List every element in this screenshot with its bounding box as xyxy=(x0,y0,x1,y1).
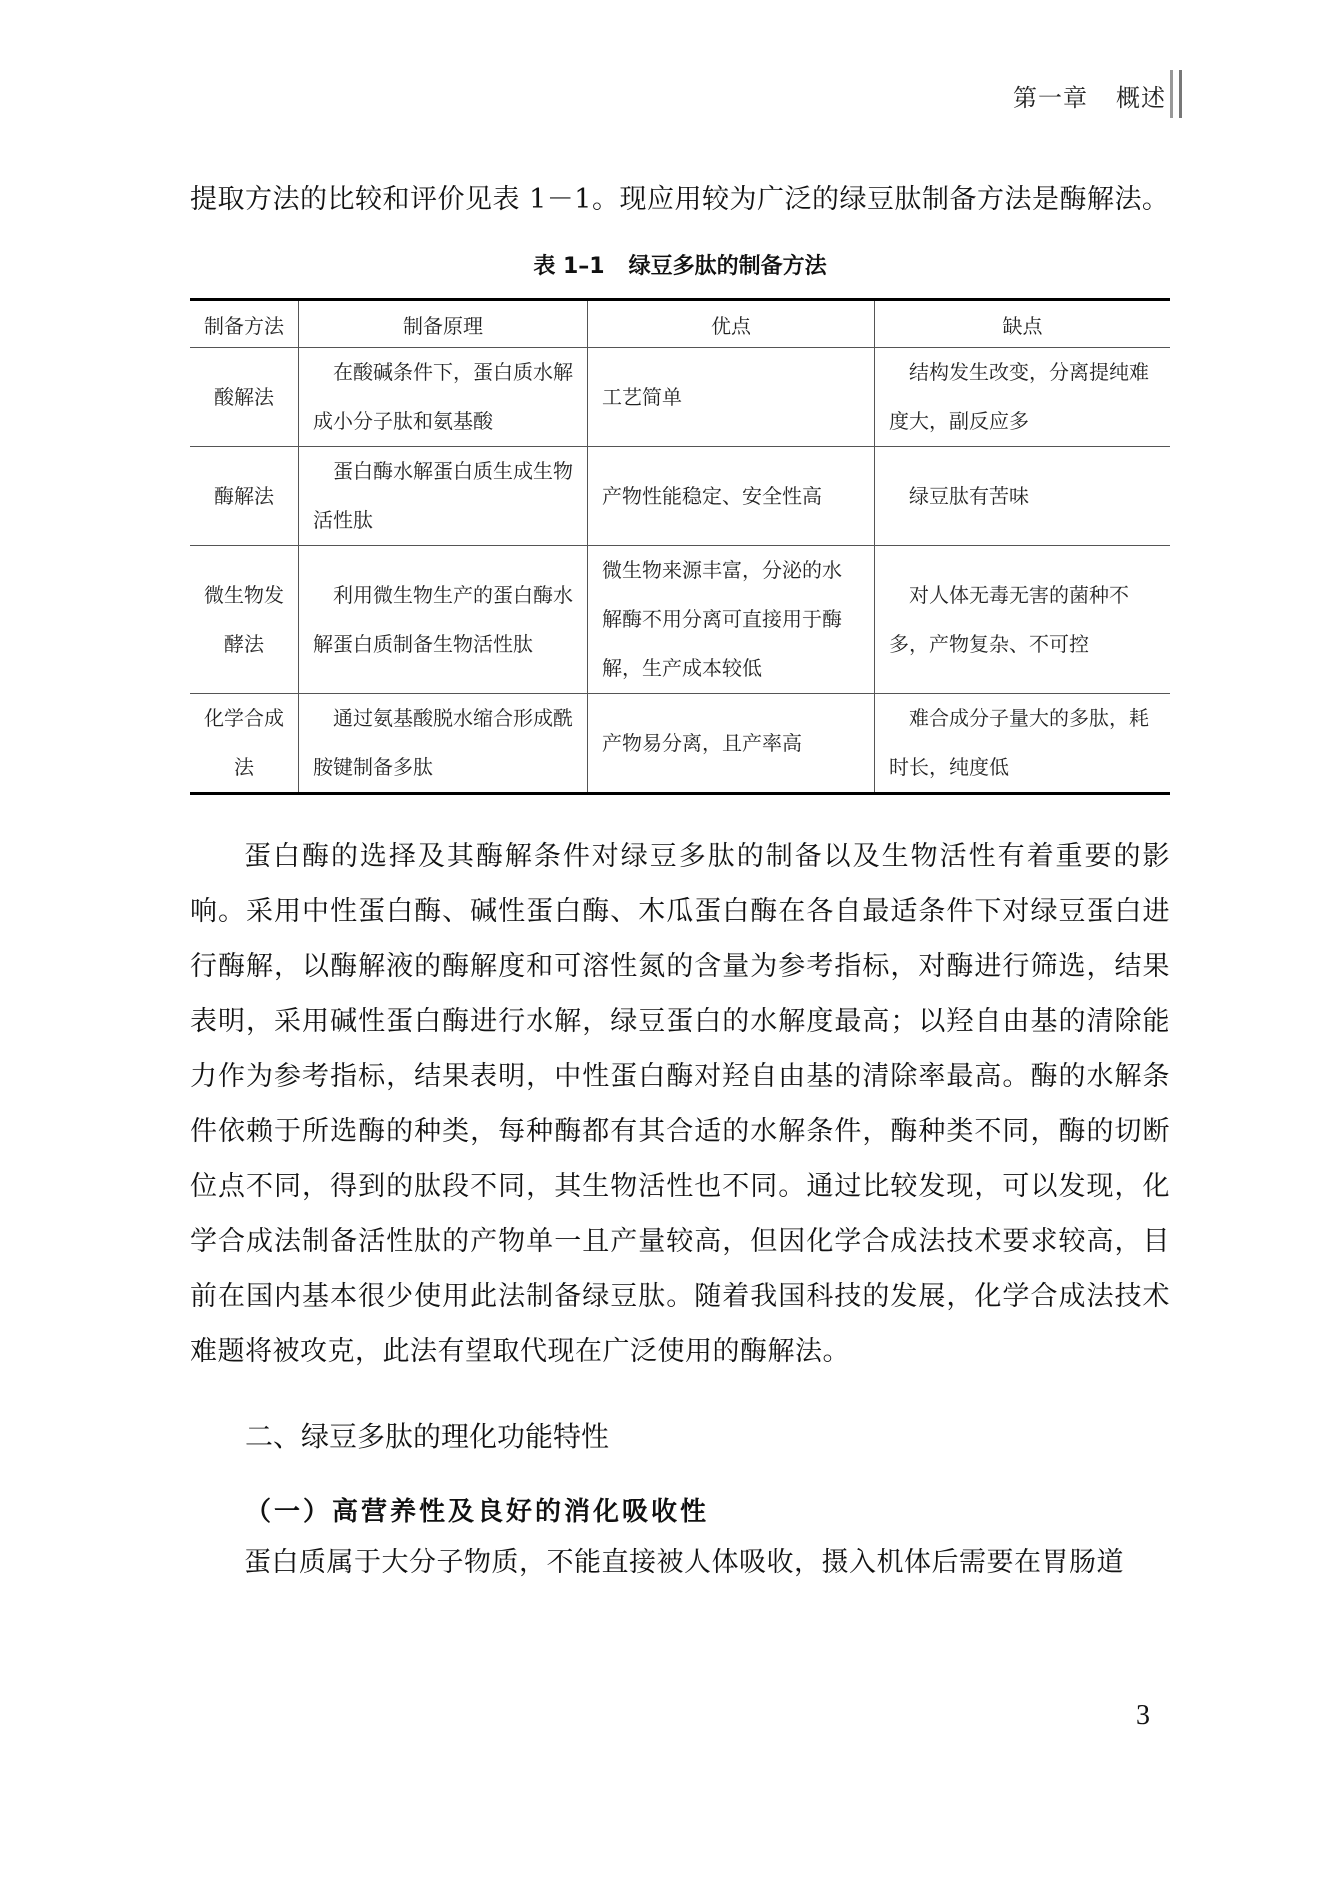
cell-principle: 利用微生物生产的蛋白酶水解蛋白质制备生物活性肽 xyxy=(299,546,588,694)
header-principle: 制备原理 xyxy=(299,300,588,348)
section-heading: 二、绿豆多肽的理化功能特性 xyxy=(245,1420,610,1453)
table-row xyxy=(190,694,1170,794)
enzyme-paragraph: 蛋白酶的选择及其酶解条件对绿豆多肽的制备以及生物活性有着重要的影响。采用中性蛋白酶、碱性蛋白酶、木瓜蛋白酶在各自最适条件下对绿豆蛋白进行酶解，以酶解液的酶解度和可溶性氮的含量为参考指标，对酶进行筛选，结果表明，采用碱性蛋白酶进行水解，绿豆蛋白的水解度最高；以羟自由基的清除能力作为参考指标，结果表明，中性蛋白酶对羟自由基的清除率最高。酶的水解条件依赖于所选酶的种类，每种酶都有其合适的水解条件，酶种类不同，酶的切断位点不同，得到的肽段不同，其生物活性也不同。通过比较发现，可以发现，化学合成法制备活性肽的产物单一且产量较高，但因化学合成法技术要求较高，目前在国内基本很少使用此法制备绿豆肽。随着我国科技的发展，化学合成法技术难题将被攻克，此法有望取代现在广泛使用的酶解法。 xyxy=(190,841,1170,1367)
cell-principle: 通过氨基酸脱水缩合形成酰胺键制备多肽 xyxy=(299,694,588,794)
preparation-methods-table xyxy=(190,298,1170,795)
header-method: 制备方法 xyxy=(190,300,299,348)
cell-principle: 在酸碱条件下，蛋白质水解成小分子肽和氨基酸 xyxy=(299,348,588,447)
cell-disadvantage: 绿豆肽有苦味 xyxy=(875,447,1171,546)
cell-advantage: 产物性能稳定、安全性高 xyxy=(588,447,875,546)
table-caption xyxy=(190,249,1170,280)
chapter-label: 第一章 xyxy=(1013,84,1088,112)
cell-method: 酶解法 xyxy=(190,447,299,546)
last-paragraph: 蛋白质属于大分子物质，不能直接被人体吸收，摄入机体后需要在胃肠道 xyxy=(244,1547,1124,1578)
table-header-row xyxy=(190,300,1170,348)
table-title: 绿豆多肽的制备方法 xyxy=(628,254,827,279)
table-row xyxy=(190,447,1170,546)
header-advantage: 优点 xyxy=(588,300,875,348)
subsection-heading: （一）高营养性及良好的消化吸收性 xyxy=(245,1497,710,1527)
cell-disadvantage: 对人体无毒无害的菌种不多，产物复杂、不可控 xyxy=(875,546,1171,694)
cell-method: 酸解法 xyxy=(190,348,299,447)
cell-advantage: 产物易分离，且产率高 xyxy=(588,694,875,794)
cell-advantage: 工艺简单 xyxy=(588,348,875,447)
table-row xyxy=(190,546,1170,694)
cell-method: 化学合成法 xyxy=(190,694,299,794)
running-header xyxy=(1013,78,1166,113)
chapter-title: 概述 xyxy=(1116,84,1166,112)
cell-disadvantage: 结构发生改变，分离提纯难度大，副反应多 xyxy=(875,348,1171,447)
cell-disadvantage: 难合成分子量大的多肽，耗时长，纯度低 xyxy=(875,694,1171,794)
table-row xyxy=(190,348,1170,447)
page-content xyxy=(190,172,1170,1590)
cell-method: 微生物发酵法 xyxy=(190,546,299,694)
header-disadvantage: 缺点 xyxy=(875,300,1171,348)
table-number: 表 1–1 xyxy=(533,254,605,279)
page-number: 3 xyxy=(1136,1700,1150,1731)
cell-principle: 蛋白酶水解蛋白质生成生物活性肽 xyxy=(299,447,588,546)
intro-paragraph: 提取方法的比较和评价见表 1－1。现应用较为广泛的绿豆肽制备方法是酶解法。 xyxy=(190,184,1170,215)
header-decoration-bar xyxy=(1170,70,1182,118)
cell-advantage: 微生物来源丰富，分泌的水解酶不用分离可直接用于酶解，生产成本较低 xyxy=(588,546,875,694)
